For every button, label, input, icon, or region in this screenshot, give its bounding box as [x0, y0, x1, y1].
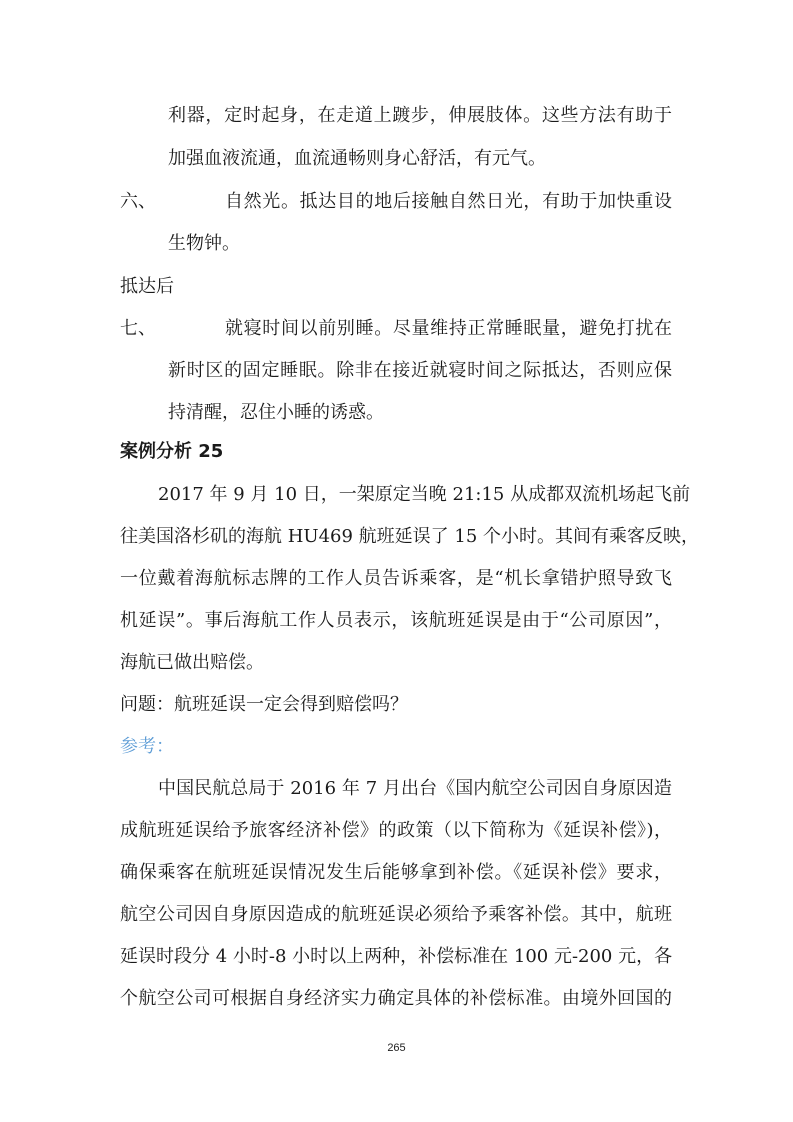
case-heading: 案例分析 25 — [120, 441, 224, 462]
text-line: 海航已做出赔偿。 — [120, 652, 264, 673]
text-line: 新时区的固定睡眠。除非在接近就寝时间之际抵达，否则应保 — [168, 360, 672, 381]
text-line: 中国民航总局于 2016 年 7 月出台《国内航空公司因自身原因造 — [158, 778, 672, 799]
text-line: 加强血液流通，血流通畅则身心舒活，有元气。 — [168, 148, 546, 169]
text-line: 2017 年 9 月 10 日，一架原定当晚 21:15 从成都双流机场起飞前 — [158, 484, 691, 505]
text-line: 自然光。抵达目的地后接触自然日光，有助于加快重设 — [225, 191, 672, 212]
page-number: 265 — [387, 1042, 406, 1054]
text-line: 个航空公司可根据自身经济实力确定具体的补偿标准。由境外回国的 — [120, 988, 672, 1009]
text-line: 就寝时间以前别睡。尽量维持正常睡眠量，避免打扰在 — [225, 318, 672, 339]
list-marker: 六、 — [120, 191, 156, 212]
list-marker: 七、 — [120, 318, 156, 339]
section-label: 抵达后 — [120, 276, 174, 297]
text-line: 航空公司因自身原因造成的航班延误必须给予乘客补偿。其中，航班 — [120, 904, 672, 925]
text-line: 一位戴着海航标志牌的工作人员告诉乘客，是“机长拿错护照导致飞 — [120, 568, 672, 589]
question-line: 问题：航班延误一定会得到赔偿吗？ — [120, 694, 408, 715]
text-line: 往美国洛杉矶的海航 HU469 航班延误了 15 个小时。其间有乘客反映， — [120, 526, 700, 547]
text-line: 利器，定时起身，在走道上踱步，伸展肢体。这些方法有助于 — [168, 105, 672, 126]
text-line: 延误时段分 4 小时-8 小时以上两种，补偿标准在 100 元-200 元，各 — [120, 946, 673, 967]
text-line: 机延误”。事后海航工作人员表示，该航班延误是由于“公司原因”， — [120, 610, 672, 631]
text-line: 成航班延误给予旅客经济补偿》的政策（以下简称为《延误补偿》)， — [120, 820, 672, 841]
text-line: 生物钟。 — [168, 233, 240, 254]
text-line: 确保乘客在航班延误情况发生后能够拿到补偿。《延误补偿》要求， — [120, 862, 672, 883]
reference-label: 参考： — [120, 736, 174, 757]
text-line: 持清醒，忍住小睡的诱惑。 — [168, 402, 384, 423]
